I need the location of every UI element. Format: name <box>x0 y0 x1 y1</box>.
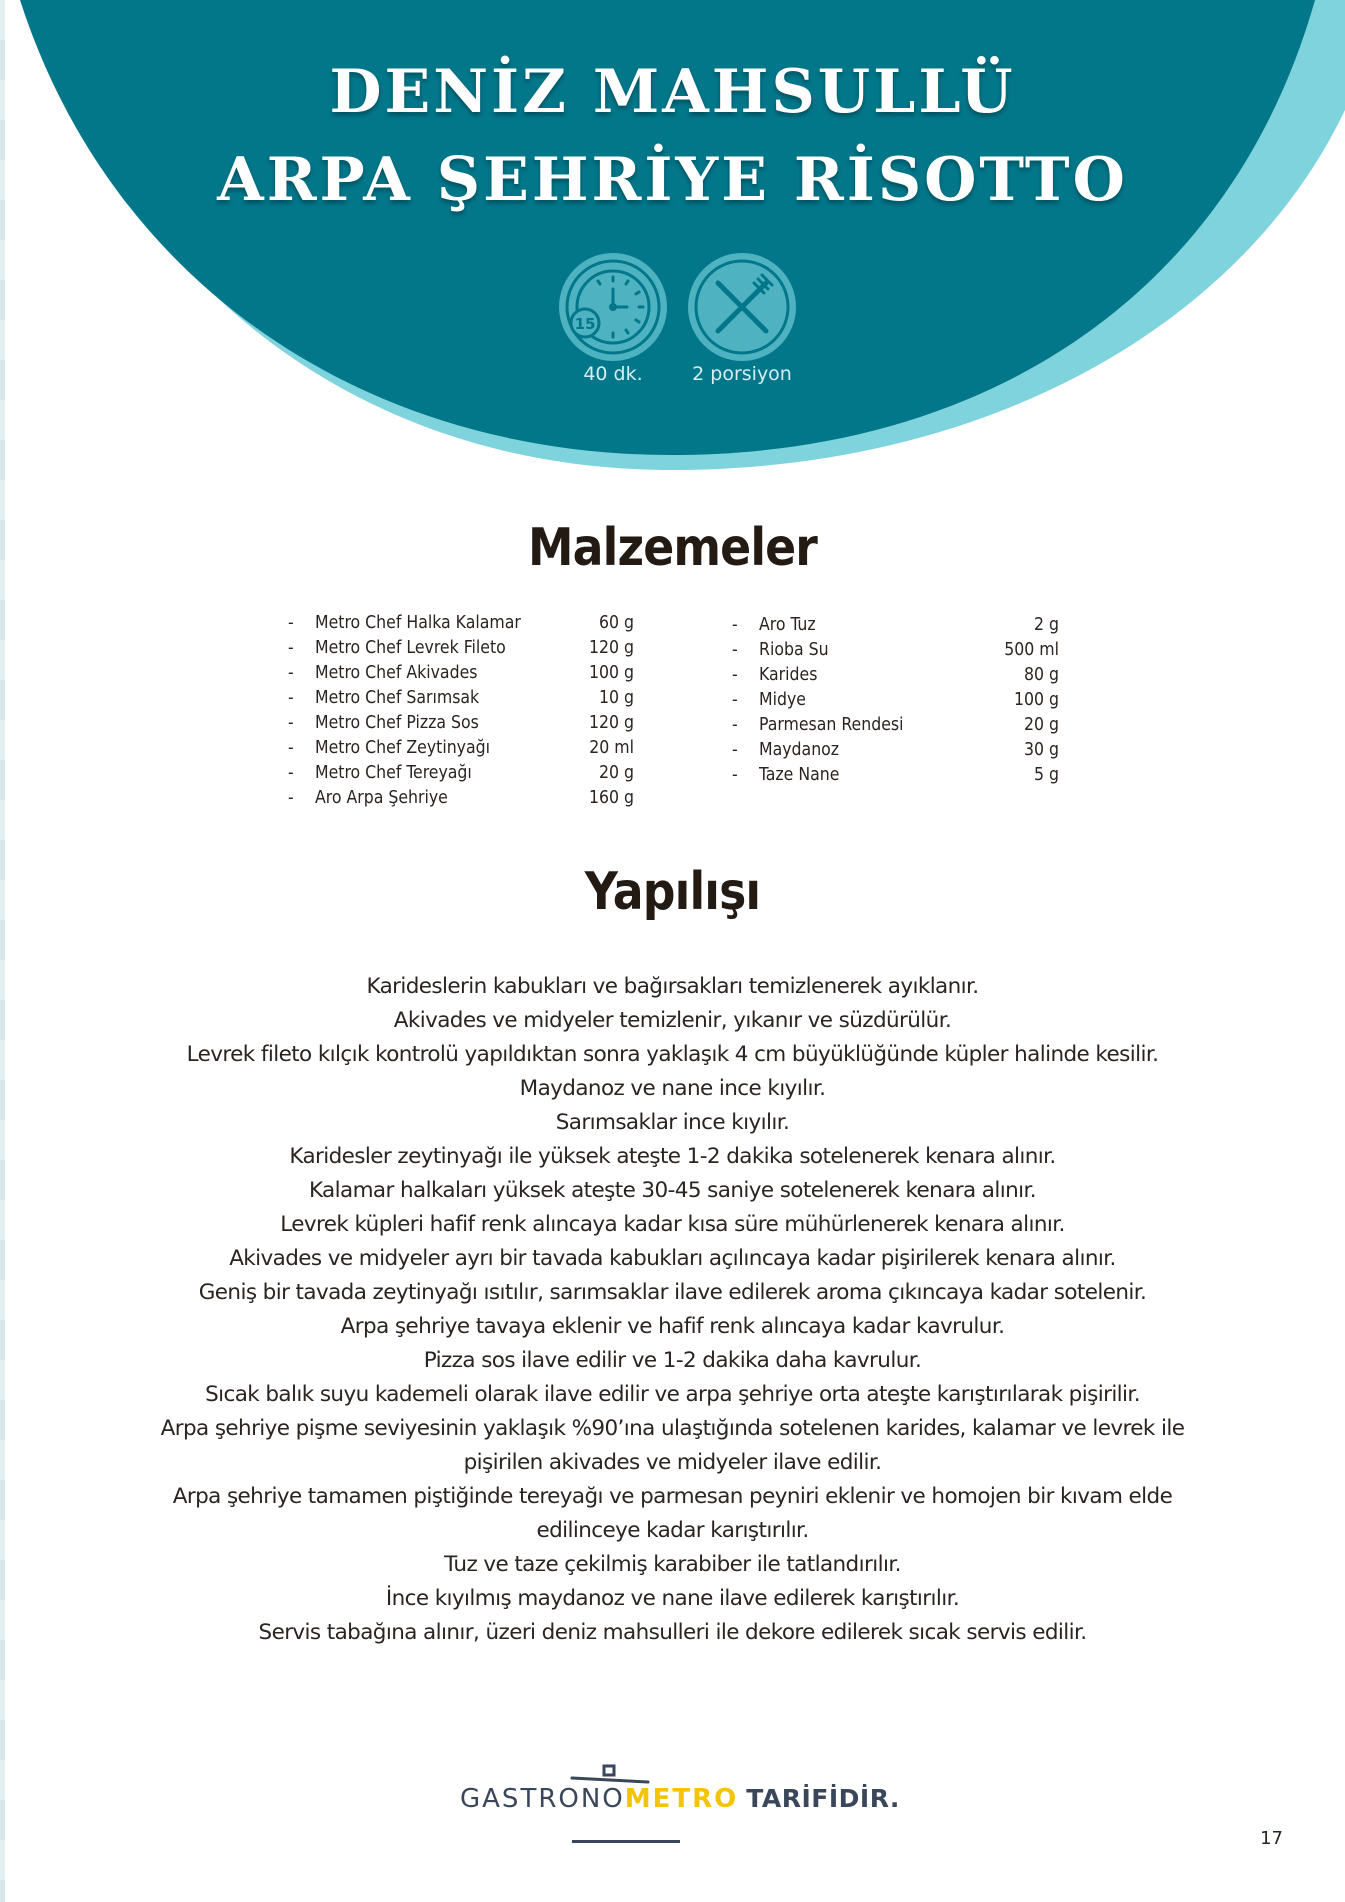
ingredient-quantity: 10 g <box>598 688 634 708</box>
ingredient-name: Parmesan Rendesi <box>759 715 904 735</box>
method-step: Sıcak balık suyu kademeli olarak ilave edilir ve arpa şehriye orta ateşte karıştırılarak pişirilir. <box>205 1382 1140 1407</box>
brand-metro: METRO <box>624 1784 739 1814</box>
brand-suffix: TARİFİDİR. <box>746 1784 900 1813</box>
method-step: Geniş bir tavada zeytinyağı ısıtılır, sarımsaklar ilave edilerek aroma çıkıncaya kadar sotelenir. <box>198 1280 1147 1305</box>
gastronometro-logo <box>460 1762 900 1852</box>
ingredient-bullet: - <box>288 713 294 733</box>
ingredient-name: Metro Chef Halka Kalamar <box>315 613 521 633</box>
ingredient-quantity: 120 g <box>588 638 634 658</box>
method-step: Pizza sos ilave edilir ve 1-2 dakika daha kavrulur. <box>423 1348 922 1373</box>
ingredient-item <box>288 761 634 786</box>
ingredient-bullet: - <box>288 763 294 783</box>
ingredient-name: Metro Chef Sarımsak <box>315 688 480 708</box>
ingredient-item <box>288 611 634 636</box>
svg-text:15: 15 <box>574 315 596 333</box>
ingredient-bullet: - <box>732 740 738 760</box>
method-step: Levrek fileto kılçık kontrolü yapıldıktan sonra yaklaşık 4 cm büyüklüğünde küpler halinde kesilir. <box>186 1042 1159 1067</box>
ingredient-item <box>288 786 634 811</box>
ingredient-name: Taze Nane <box>759 765 840 785</box>
ingredient-bullet: - <box>288 613 294 633</box>
ingredient-quantity: 120 g <box>588 713 634 733</box>
ingredient-name: Midye <box>759 690 806 710</box>
method-steps <box>150 970 1195 1650</box>
recipe-title-line-1: DENİZ MAHSULLÜ <box>329 57 1016 127</box>
method-step: Akivades ve midyeler ayrı bir tavada kabukları açılıncaya kadar pişirilerek kenara alınır. <box>229 1246 1116 1271</box>
method-step: Arpa şehriye tavaya eklenir ve hafif renk alıncaya kadar kavrulur. <box>340 1314 1005 1339</box>
recipe-title-line-2: ARPA ŞEHRİYE RİSOTTO <box>217 145 1128 215</box>
method-step: Karidesler zeytinyağı ile yüksek ateşte 1-2 dakika sotelenerek kenara alınır. <box>289 1144 1056 1169</box>
ingredient-quantity: 100 g <box>588 663 634 683</box>
ingredient-quantity: 160 g <box>588 788 634 808</box>
ingredient-item <box>732 738 1059 763</box>
method-step: Akivades ve midyeler temizlenir, yıkanır ve süzdürülür. <box>393 1008 952 1033</box>
ingredients-list-left <box>288 611 634 811</box>
pot-lid-icon <box>570 1762 650 1784</box>
ingredient-item <box>288 661 634 686</box>
ingredient-bullet: - <box>288 638 294 658</box>
method-step: Sarımsaklar ince kıyılır. <box>555 1110 790 1135</box>
ingredient-quantity: 20 g <box>598 763 634 783</box>
ingredient-bullet: - <box>732 690 738 710</box>
method-step: Arpa şehriye tamamen piştiğinde tereyağı ve parmesan peyniri eklenir ve homojen bir kıvam elde edilinceye kadar karıştırılır. <box>172 1484 1173 1543</box>
ingredient-item <box>288 686 634 711</box>
method-step: İnce kıyılmış maydanoz ve nane ilave edilerek karıştırılır. <box>385 1586 960 1611</box>
ingredient-name: Metro Chef Pizza Sos <box>315 713 479 733</box>
method-step: Servis tabağına alınır, üzeri deniz mahsulleri ile dekore edilerek sıcak servis edilir. <box>258 1620 1087 1645</box>
method-step: Kalamar halkaları yüksek ateşte 30-45 saniye sotelenerek kenara alınır. <box>308 1178 1037 1203</box>
time-label: 40 dk. <box>583 363 643 385</box>
method-step: Tuz ve taze çekilmiş karabiber ile tatlandırılır. <box>444 1552 901 1577</box>
method-step: Levrek küpleri hafif renk alıncaya kadar kısa süre mühürlenerek kenara alınır. <box>280 1212 1065 1237</box>
ingredient-bullet: - <box>288 738 294 758</box>
clock-icon <box>557 251 669 363</box>
method-step: Arpa şehriye pişme seviyesinin yaklaşık %90’ına ulaştığında sotelenen karides, kalamar ve levrek ile pişirilen akivades ve midyeler ilave edilir. <box>160 1416 1185 1475</box>
ingredient-bullet: - <box>732 640 738 660</box>
ingredient-item <box>732 663 1059 688</box>
brand-text <box>460 1784 900 1814</box>
ingredient-quantity: 2 g <box>1033 615 1059 635</box>
ingredient-name: Aro Arpa Şehriye <box>315 788 448 808</box>
ingredient-name: Aro Tuz <box>759 615 816 635</box>
ingredient-item <box>732 688 1059 713</box>
ingredient-item <box>732 763 1059 788</box>
ingredient-bullet: - <box>288 688 294 708</box>
ingredient-item <box>732 713 1059 738</box>
ingredients-list-right <box>732 613 1059 788</box>
ingredient-bullet: - <box>732 665 738 685</box>
ingredient-quantity: 500 ml <box>1004 640 1059 660</box>
page-number: 17 <box>1260 1828 1283 1849</box>
ingredient-bullet: - <box>288 788 294 808</box>
ingredient-name: Metro Chef Levrek Fileto <box>315 638 506 658</box>
ingredient-item <box>288 736 634 761</box>
ingredient-name: Metro Chef Tereyağı <box>315 763 472 783</box>
ingredient-item <box>732 638 1059 663</box>
ingredient-item <box>288 711 634 736</box>
ingredient-name: Metro Chef Akivades <box>315 663 478 683</box>
servings-label: 2 porsiyon <box>692 363 792 385</box>
ingredient-quantity: 5 g <box>1033 765 1059 785</box>
brand-gastro: GASTRONO <box>460 1784 625 1814</box>
ingredient-quantity: 100 g <box>1013 690 1059 710</box>
ingredient-item <box>732 613 1059 638</box>
method-heading: Yapılışı <box>584 862 761 922</box>
ingredient-quantity: 80 g <box>1023 665 1059 685</box>
ingredient-quantity: 60 g <box>598 613 634 633</box>
ingredient-name: Maydanoz <box>759 740 840 760</box>
ingredient-bullet: - <box>288 663 294 683</box>
ingredient-name: Rioba Su <box>759 640 829 660</box>
method-step: Karideslerin kabukları ve bağırsakları temizlenerek ayıklanır. <box>366 974 979 999</box>
ingredient-bullet: - <box>732 615 738 635</box>
ingredient-quantity: 20 ml <box>589 738 634 758</box>
method-step: Maydanoz ve nane ince kıyılır. <box>519 1076 826 1101</box>
ingredient-quantity: 30 g <box>1023 740 1059 760</box>
logo-underline <box>572 1840 680 1843</box>
ingredient-bullet: - <box>732 715 738 735</box>
ingredient-name: Metro Chef Zeytinyağı <box>315 738 491 758</box>
ingredients-heading: Malzemeler <box>528 518 817 578</box>
ingredient-item <box>288 636 634 661</box>
fork-knife-icon <box>686 251 798 363</box>
ingredient-name: Karides <box>759 665 818 685</box>
ingredient-bullet: - <box>732 765 738 785</box>
ingredient-quantity: 20 g <box>1023 715 1059 735</box>
